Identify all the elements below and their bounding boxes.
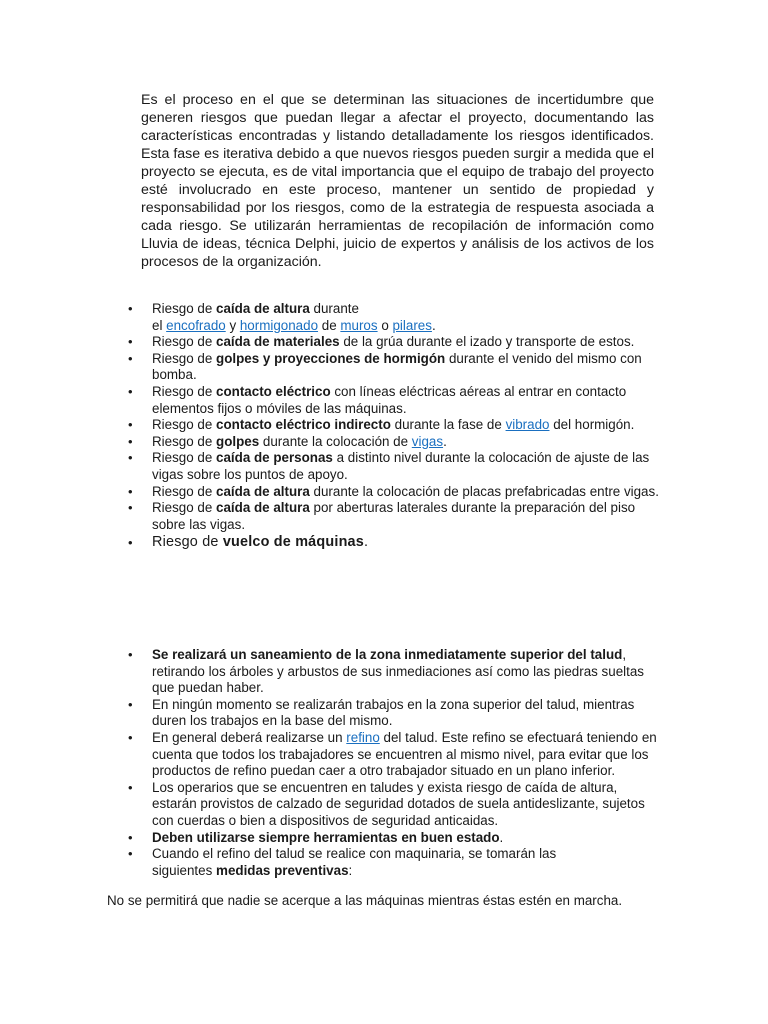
item-bold: contacto eléctrico <box>216 383 331 399</box>
item-text: con líneas eléctricas aéreas al entrar en contacto elementos fijos o móviles de las máquinas. <box>152 383 627 416</box>
item-bold: contacto eléctrico indirecto <box>216 417 391 433</box>
item-text: : <box>348 862 353 878</box>
item-text: por aberturas laterales durante la preparación del piso sobre las vigas. <box>152 500 636 532</box>
link-muros[interactable]: muros <box>340 317 378 333</box>
list-item <box>0 417 662 434</box>
list-item <box>0 500 662 533</box>
link-pilares[interactable]: pilares <box>392 317 432 333</box>
list-item <box>0 697 662 730</box>
item-bold: Se realizará un saneamiento de la zona inmediatamente superior del talud <box>152 647 623 662</box>
list-item <box>0 351 662 384</box>
item-text: . <box>363 534 369 551</box>
list-item <box>0 384 662 417</box>
item-text: Riesgo de <box>152 500 217 516</box>
item-bold: caída de altura <box>216 483 310 499</box>
item-text: Riesgo de <box>152 450 217 466</box>
item-bold: golpes <box>216 433 260 449</box>
item-bold: medidas preventivas <box>216 862 349 878</box>
item-text: . <box>431 317 436 333</box>
list-item <box>0 780 662 830</box>
item-text: del talud. Este refino se efectuará teniendo en cuenta que todos los trabajadores se encuentren al mismo nivel, para evitar que los productos de refino puedan caer a otro trabajador situado en un plano inferior. <box>152 729 657 779</box>
link-vigas[interactable]: vigas <box>411 433 444 449</box>
list-item <box>0 484 662 501</box>
item-text: Riesgo de <box>152 383 217 399</box>
link-vibrado[interactable]: vibrado <box>505 417 550 433</box>
link-refino[interactable]: refino <box>346 729 380 745</box>
list-item <box>0 846 662 879</box>
item-text: Riesgo de <box>152 534 223 551</box>
item-text: Riesgo de <box>152 301 217 316</box>
item-text: Los operarios que se encuentren en taludes y exista riesgo de caída de altura, estarán provistos de calzado de seguridad dotados de suela antideslizante, sujetos con cuerdas o bien a dispositivos de seguridad anticaidas. <box>152 779 645 828</box>
item-bold: caída de altura <box>216 500 310 516</box>
item-text: . <box>443 433 447 449</box>
item-bold: golpes y proyecciones de hormigón <box>216 350 446 366</box>
list-item <box>0 647 662 697</box>
item-text: de <box>318 317 341 333</box>
item-text: En general deberá realizarse un <box>152 729 347 745</box>
list-item <box>0 533 662 552</box>
item-text: del hormigón. <box>549 417 635 433</box>
item-text: , retirando los árboles y arbustos de sus inmediaciones así como las piedras sueltas que puedan haber. <box>152 647 644 696</box>
risk-list <box>0 301 662 552</box>
item-text: . <box>499 829 504 845</box>
item-text: de la grúa durante el izado y transporte de estos. <box>339 334 635 350</box>
item-bold: caída de altura <box>216 301 310 316</box>
item-bold: caída de personas <box>216 450 333 466</box>
link-encofrado[interactable]: encofrado <box>166 317 226 333</box>
item-text: el <box>152 317 167 333</box>
item-text: siguientes <box>152 862 217 878</box>
measures-list <box>0 647 662 879</box>
link-hormigonado[interactable]: hormigonado <box>239 317 319 333</box>
item-text: Cuando el refino del talud se realice con maquinaria, se tomarán las <box>152 846 557 862</box>
list-item <box>0 730 662 780</box>
item-text: y <box>225 317 240 333</box>
item-text: En ningún momento se realizarán trabajos en la zona superior del talud, mientras duren los trabajos en la base del mismo. <box>152 696 635 729</box>
intro-paragraph: Es el proceso en el que se determinan las situaciones de incertidumbre que generen riesgos que puedan llegar a afectar el proyecto, documentando las características encontradas y listando detalladamente los riesgos identificados. Esta fase es iterativa debido a que nuevos riesgos pueden surgir a medida que el proyecto se ejecuta, es de vital importancia que el equipo de trabajo del proyecto esté involucrado en este proceso, mantener un sentido de propiedad y responsabilidad por los riesgos, como de la estrategia de respuesta asociada a cada riesgo. Se utilizarán herramientas de recopilación de información como Lluvia de ideas, técnica Delphi, juicio de expertos y análisis de los activos de los procesos de la organización. <box>141 92 654 270</box>
list-item <box>0 301 662 334</box>
item-bold: vuelco de máquinas <box>222 534 364 551</box>
list-item <box>0 830 662 847</box>
item-bold: caída de materiales <box>216 334 340 350</box>
item-text: Riesgo de <box>152 433 217 449</box>
item-text: Riesgo de <box>152 483 217 499</box>
item-text: o <box>377 317 393 333</box>
item-text: a distinto nivel durante la colocación de ajuste de las vigas sobre los puntos de apoyo. <box>152 450 650 482</box>
item-text: Riesgo de <box>152 334 217 350</box>
item-text: durante la colocación de placas prefabricadas entre vigas. <box>309 483 659 499</box>
item-text: Riesgo de <box>152 417 217 433</box>
list-item <box>0 450 662 483</box>
closing-sentence: No se permitirá que nadie se acerque a las máquinas mientras éstas estén en marcha. <box>107 893 623 908</box>
list-item <box>0 434 662 451</box>
item-text: durante la colocación de <box>259 433 412 449</box>
item-text: durante el venido del mismo con bomba. <box>152 350 642 383</box>
item-text: durante <box>309 301 359 316</box>
item-bold: Deben utilizarse siempre herramientas en buen estado <box>152 829 500 845</box>
item-text: Riesgo de <box>152 350 217 366</box>
item-text: durante la fase de <box>390 417 506 433</box>
list-item <box>0 334 662 351</box>
